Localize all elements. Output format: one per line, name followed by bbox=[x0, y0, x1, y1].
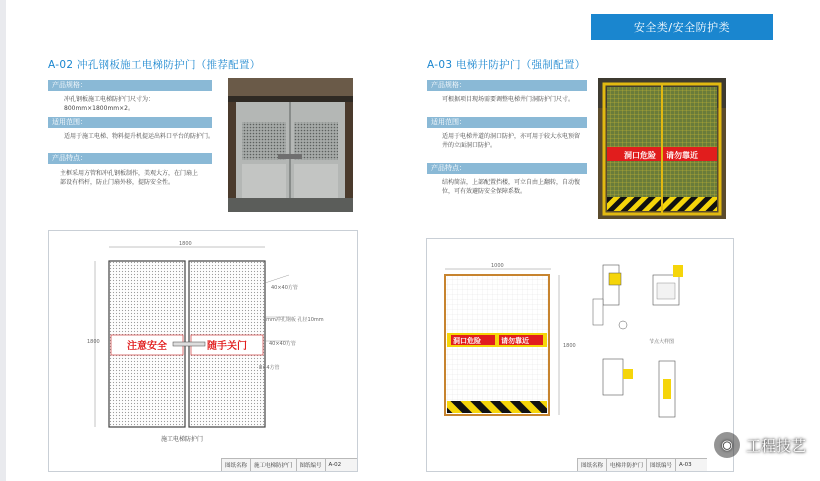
door-sign-left: 注意安全 bbox=[127, 341, 167, 352]
technical-drawing-a03 bbox=[426, 238, 734, 472]
product-spec-text: 可根据项目现场需要调整电梯井门洞防护门尺寸。 bbox=[442, 96, 575, 103]
technical-drawing-a02 bbox=[48, 230, 358, 472]
door-sign-right: 请勿靠近 bbox=[666, 151, 698, 160]
dim-side-label: 1800 bbox=[563, 343, 576, 349]
title-block-cell: A-02 bbox=[325, 459, 345, 471]
title-block-cell: 电梯井防护门 bbox=[606, 459, 646, 471]
features-label: 产品特点： bbox=[48, 153, 212, 164]
features-text-line2: 位，可有效避防安全保障系数。 bbox=[442, 188, 527, 195]
scope-label: 适用范围： bbox=[427, 117, 587, 128]
drawing-caption: 施工电梯防护门 bbox=[161, 436, 204, 443]
watermark-text: 工程技艺 bbox=[745, 436, 806, 455]
title-block-cell: 图纸编号 bbox=[296, 459, 325, 471]
dim-height-label: 1800 bbox=[87, 339, 100, 345]
scope-label: 适用范围： bbox=[48, 117, 212, 128]
title-block-a02 bbox=[221, 458, 357, 471]
note-2: 1mm冲孔钢板 孔径10mm bbox=[263, 317, 324, 323]
title-block-cell: 图纸名称 bbox=[577, 459, 606, 471]
detail-label: 节点大样图 bbox=[649, 339, 675, 345]
door-sign-right: 请勿靠近 bbox=[501, 337, 529, 345]
product-spec-text: 冲孔钢板施工电梯防护门尺寸为：800mm×1800mm×2。 bbox=[64, 96, 155, 112]
features-text-line1: 结构简洁，上部配置挡楼，可立自由上翻转，自动復 bbox=[442, 179, 581, 186]
features-label: 产品特点： bbox=[427, 163, 587, 174]
note-3: 40×40方管 bbox=[269, 341, 296, 347]
dim-width-label: 1800 bbox=[179, 241, 192, 247]
title-block-a03 bbox=[577, 458, 707, 471]
section-title-a02: A-02 冲孔钢板施工电梯防护门（推荐配置） bbox=[48, 59, 261, 71]
wechat-icon: ◉ bbox=[714, 432, 740, 458]
product-photo-a03 bbox=[598, 78, 726, 219]
dim-top-label: 1000 bbox=[491, 263, 504, 269]
features-text-line2: 部设有档杆，防止门扇外移，提防安全性。 bbox=[60, 179, 175, 186]
note-4: 8×4方管 bbox=[259, 365, 280, 371]
door-sign-left: 洞口危险 bbox=[453, 337, 481, 345]
title-block-cell: 施工电梯防护门 bbox=[250, 459, 296, 471]
title-block-cell: 图纸编号 bbox=[646, 459, 675, 471]
product-photo-a02 bbox=[228, 78, 353, 212]
features-text-line1: 主框采用方管和冲孔钢板制作，美观大方，在门扇上 bbox=[60, 170, 199, 177]
section-title-a03: A-03 电梯井防护门（强制配置） bbox=[427, 59, 586, 71]
category-banner: 安全类/安全防护类 bbox=[591, 14, 773, 40]
scope-text-line1: 适用于电梯井道的洞口防护，亦可用于较大水电预留 bbox=[442, 133, 581, 140]
note-1: 40×40方管 bbox=[271, 285, 298, 291]
door-sign-right: 随手关门 bbox=[207, 341, 247, 352]
page-gutter bbox=[0, 0, 6, 481]
product-spec-label: 产品规格： bbox=[48, 80, 212, 91]
scope-text-line2: 井的立面洞口防护。 bbox=[442, 142, 497, 149]
title-block-cell: A-03 bbox=[675, 459, 695, 471]
scope-text: 适用于施工电梯、物料提升机提运出料口平台的防护门。 bbox=[64, 133, 215, 140]
door-sign-left: 洞口危险 bbox=[624, 151, 656, 160]
account-watermark bbox=[714, 432, 806, 458]
title-block-cell: 图纸名称 bbox=[221, 459, 250, 471]
product-spec-label: 产品规格： bbox=[427, 80, 587, 91]
